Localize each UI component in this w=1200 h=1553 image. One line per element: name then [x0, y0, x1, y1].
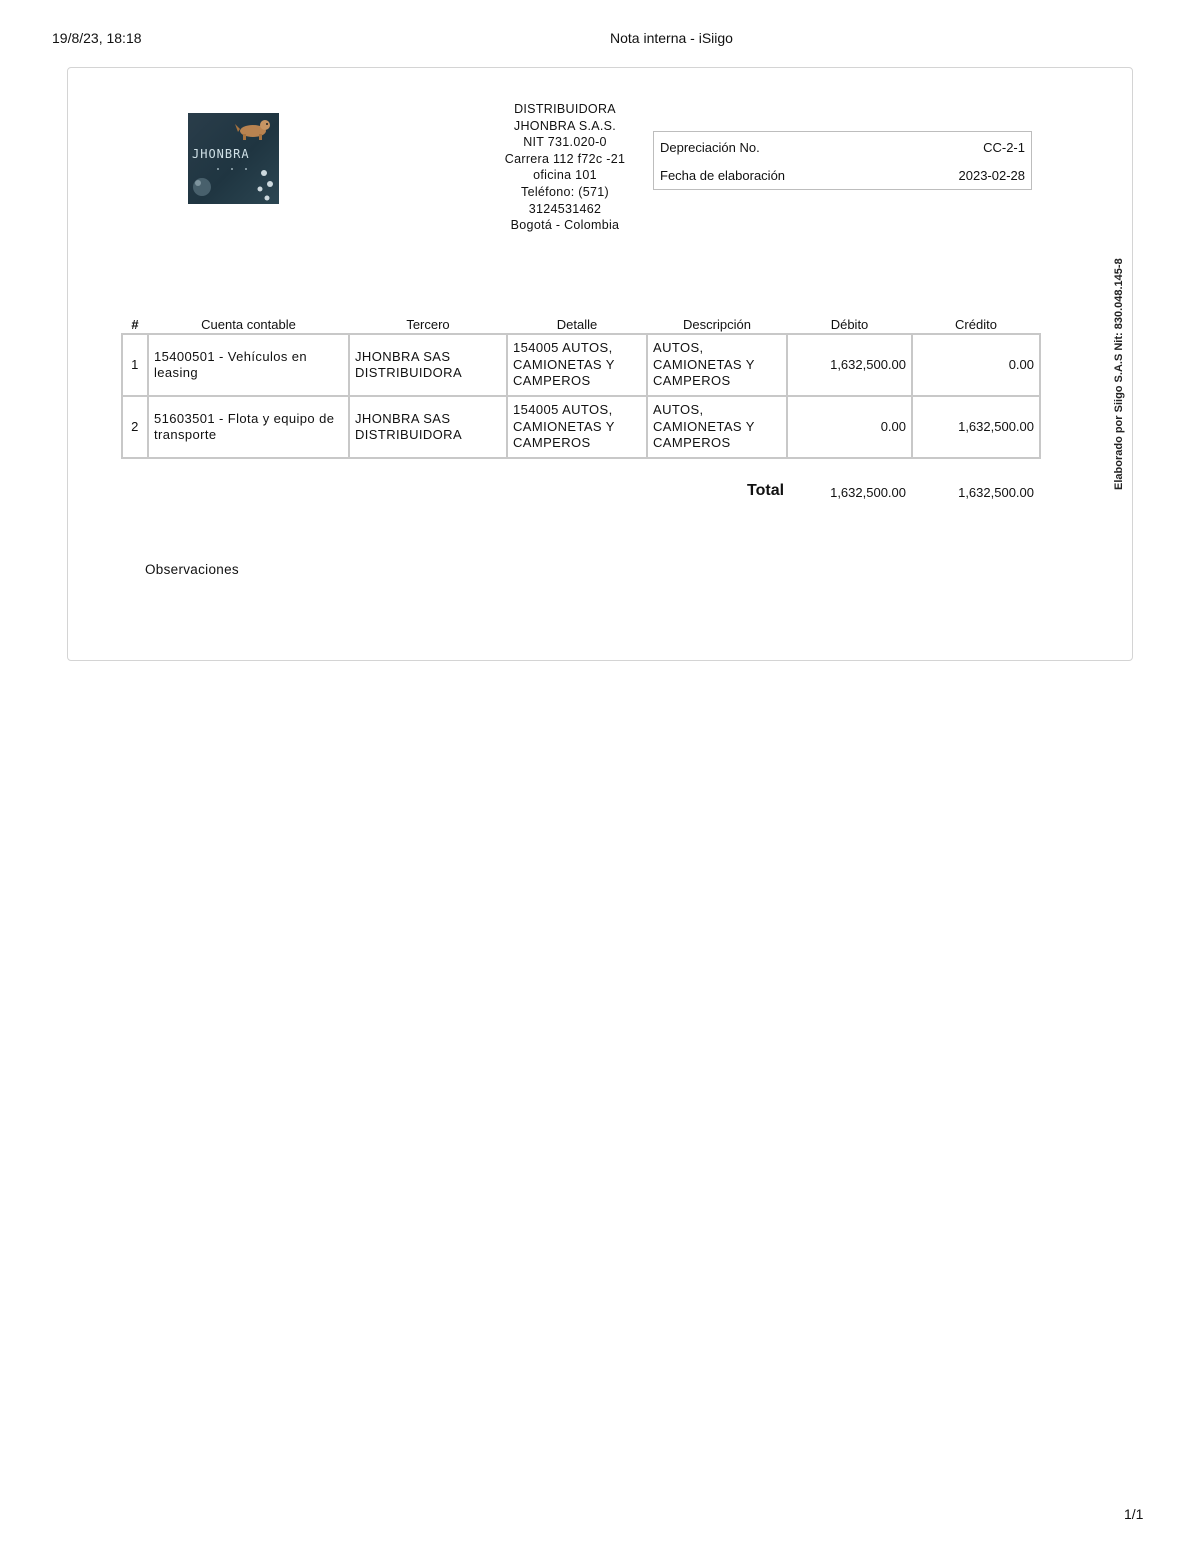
table-header-row [122, 308, 1040, 334]
meta-number-label: Depreciación No. [660, 140, 760, 155]
meta-date-row [660, 168, 1025, 184]
company-city: Bogotá - Colombia [510, 218, 620, 233]
meta-number-row [660, 140, 1025, 156]
dog-icon [235, 116, 273, 142]
print-datetime: 19/8/23, 18:18 [52, 30, 142, 46]
observaciones-label: Observaciones [145, 562, 239, 577]
company-nit: NIT 731.020-0 [523, 135, 607, 150]
detail-cell: 154005 AUTOS, CAMIONETAS Y CAMPEROS [507, 334, 647, 396]
entries-table [121, 308, 1041, 459]
third-party-cell: JHONBRA SAS DISTRIBUIDORA [349, 396, 507, 458]
logo-wordmark: JHONBRA [192, 147, 250, 161]
column-header: Crédito [955, 317, 997, 332]
totals-row [68, 482, 1134, 504]
column-header: Cuenta contable [201, 317, 296, 332]
column-header: Tercero [406, 317, 450, 332]
company-name-2: JHONBRA S.A.S. [513, 118, 617, 133]
column-header: Detalle [556, 317, 598, 332]
detail-cell: 154005 AUTOS, CAMIONETAS Y CAMPEROS [507, 396, 647, 458]
company-logo [188, 113, 279, 204]
debit-cell: 0.00 [787, 396, 912, 458]
column-header: # [131, 317, 139, 332]
company-info [490, 101, 640, 234]
document-meta-box [653, 131, 1032, 190]
print-header [0, 30, 1200, 50]
credit-cell: 0.00 [912, 334, 1040, 396]
page-indicator: 1/1 [1124, 1506, 1144, 1522]
column-header: Descripción [683, 317, 751, 332]
total-debit: 1,632,500.00 [830, 485, 906, 500]
row-number: 2 [122, 396, 148, 458]
account-cell: 15400501 - Vehículos en leasing [148, 334, 349, 396]
description-cell: AUTOS, CAMIONETAS Y CAMPEROS [647, 396, 787, 458]
account-cell: 51603501 - Flota y equipo de transporte [148, 396, 349, 458]
meta-date-value: 2023-02-28 [958, 168, 1025, 183]
company-phone: Teléfono: (571) [521, 184, 609, 199]
company-address-2: oficina 101 [533, 168, 597, 183]
row-number: 1 [122, 334, 148, 396]
debit-cell: 1,632,500.00 [787, 334, 912, 396]
company-address: Carrera 112 f72c -21 [504, 151, 626, 166]
document-card [67, 67, 1133, 661]
total-credit: 1,632,500.00 [958, 485, 1034, 500]
credit-cell: 1,632,500.00 [912, 396, 1040, 458]
print-page-title: Nota interna - iSiigo [610, 30, 733, 46]
company-phone-2: 3124531462 [528, 201, 602, 216]
third-party-cell: JHONBRA SAS DISTRIBUIDORA [349, 334, 507, 396]
meta-number-value: CC-2-1 [983, 140, 1025, 155]
description-cell: AUTOS, CAMIONETAS Y CAMPEROS [647, 334, 787, 396]
meta-date-label: Fecha de elaboración [660, 168, 786, 183]
table-row [122, 396, 1040, 458]
table-row [122, 334, 1040, 396]
siigo-side-stamp: Elaborado por Siigo S.A.S Nit: 830.048.145-8 [1113, 258, 1125, 490]
column-header: Débito [830, 317, 869, 332]
company-name: DISTRIBUIDORA [514, 102, 616, 116]
total-label: Total [747, 482, 785, 499]
